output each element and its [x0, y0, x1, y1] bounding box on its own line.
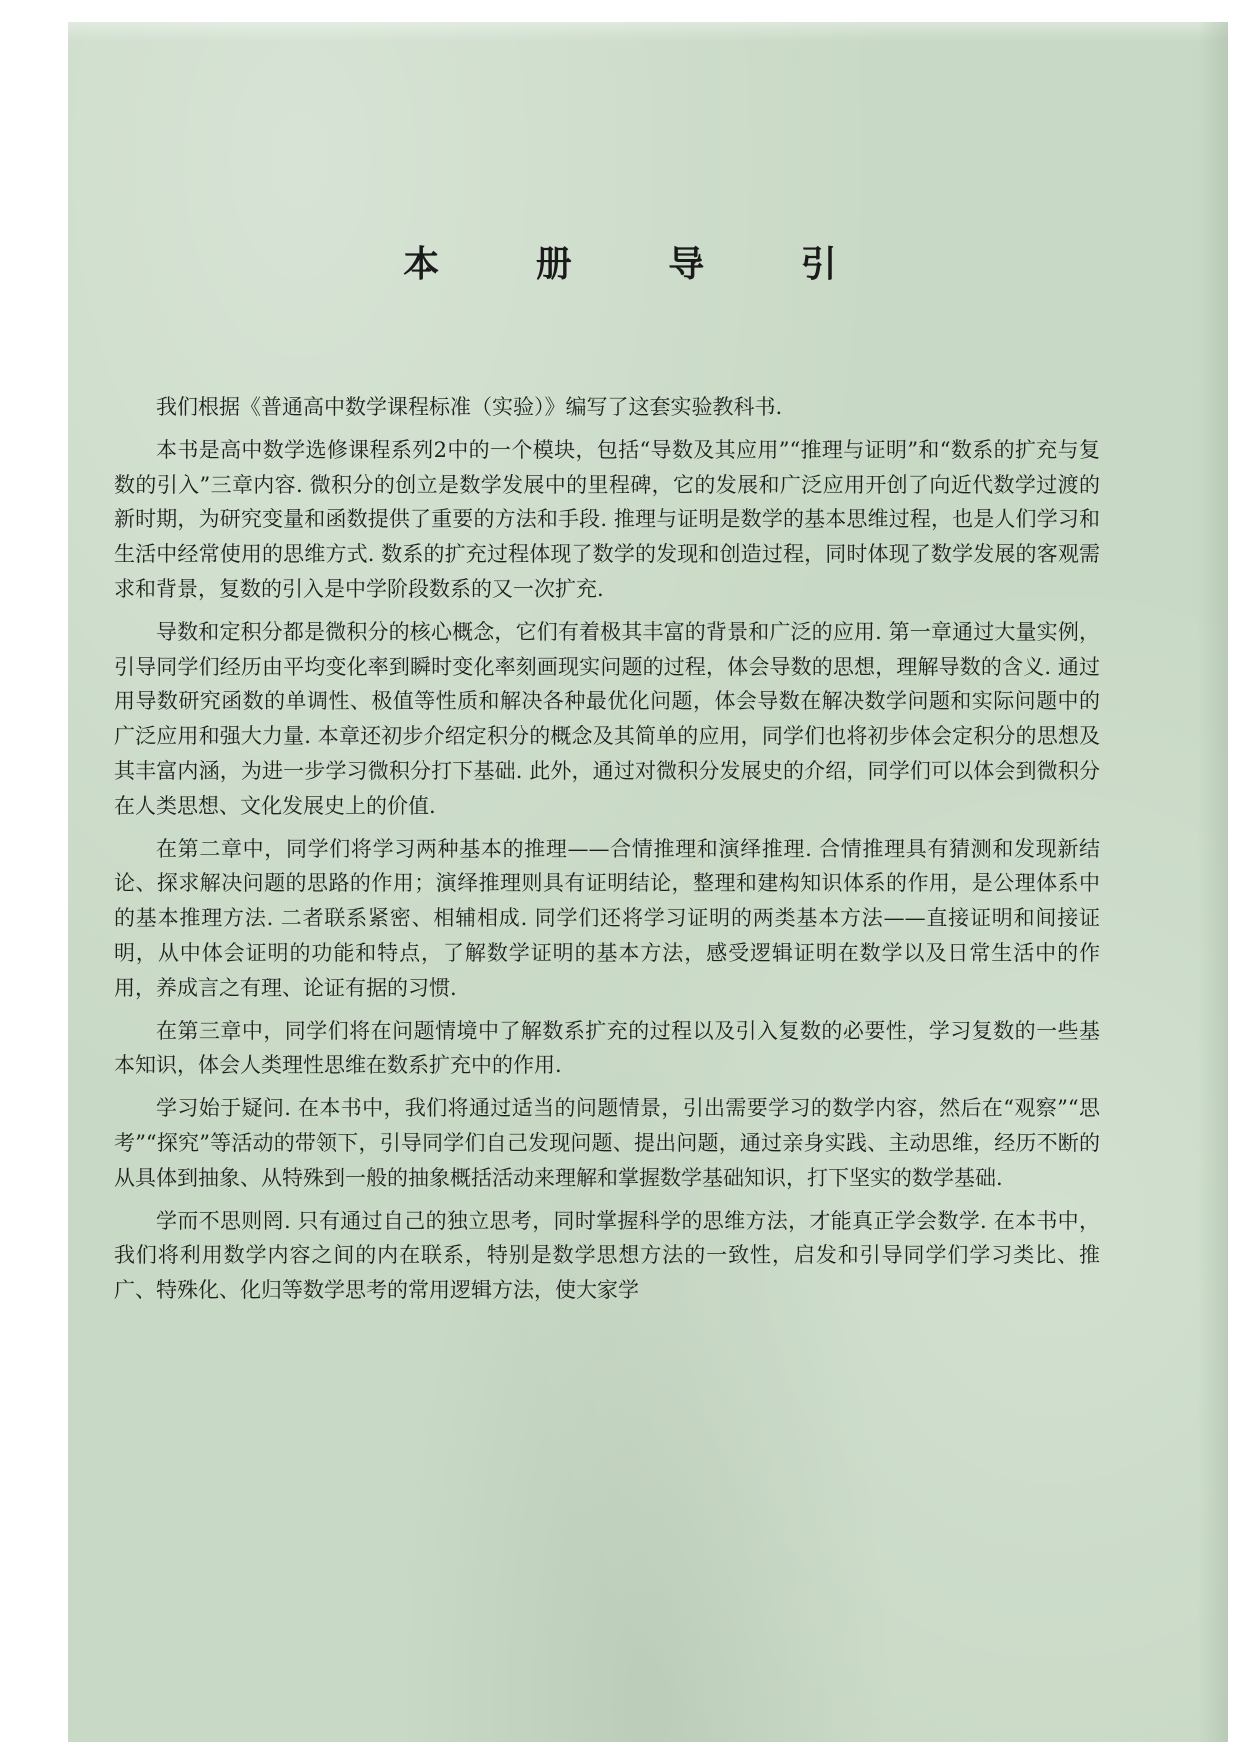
sheet-top-shade — [68, 22, 1228, 42]
paragraph-5: 在第三章中，同学们将在问题情境中了解数系扩充的过程以及引入复数的必要性，学习复数的一些基本知识，体会人类理性思维在数系扩充中的作用. — [114, 1018, 1100, 1078]
page-title: 本 册 导 引 — [403, 244, 879, 285]
paragraph-6: 学习始于疑问. 在本书中，我们将通过适当的问题情景，引出需要学习的数学内容，然后在“观察”“思考”“探究”等活动的带领下，引导同学们自己发现问题、提出问题，通过亲身实践、主动思维，经历不断的从具体到抽象、从特殊到一般的抽象概括活动来理解和掌握数学基础知识，打下坚实的数学基础. — [114, 1096, 1100, 1190]
paragraph-4: 在第二章中，同学们将学习两种基本的推理——合情推理和演绎推理. 合情推理具有猜测和发现新结论、探求解决问题的思路的作用；演绎推理则具有证明结论，整理和建构知识体系的作用，是公理体系中的基本推理方法. 二者联系紧密、相辅相成. 同学们还将学习证明的两类基本方法——直接证明和间接证明，从中体会证明的功能和特点，了解数学证明的基本方法，感受逻辑证明在数学以及日常生活中的作用，养成言之有理、论证有据的习惯. — [114, 836, 1100, 1000]
paragraph-1: 我们根据《普通高中数学课程标准（实验）》编写了这套实验教科书. — [156, 395, 783, 419]
paragraph-7: 学而不思则罔. 只有通过自己的独立思考，同时掌握科学的思维方法，才能真正学会数学. 在本书中，我们将利用数学内容之间的内在联系，特别是数学思想方法的一致性，启发和引导同学们学习类比、推广、特殊化、化归等数学思考的常用逻辑方法，使大家学 — [114, 1208, 1100, 1303]
body-text — [114, 390, 1100, 1308]
paragraph-2: 本书是高中数学选修课程系列2中的一个模块，包括“导数及其应用”“推理与证明”和“数系的扩充与复数的引入”三章内容. 微积分的创立是数学发展中的里程碑，它的发展和广泛应用开创了向近代数学过渡的新时期，为研究变量和函数提供了重要的方法和手段. 推理与证明是数学的基本思维过程，也是人们学习和生活中经常使用的思维方式. 数系的扩充过程体现了数学的发现和创造过程，同时体现了数学发展的客观需求和背景，复数的引入是中学阶段数系的又一次扩充. — [114, 437, 1100, 601]
paragraph-3: 导数和定积分都是微积分的核心概念，它们有着极其丰富的背景和广泛的应用. 第一章通过大量实例，引导同学们经历由平均变化率到瞬时变化率刻画现实问题的过程，体会导数的思想，理解导数的含义. 通过用导数研究函数的单调性、极值等性质和解决各种最优化问题，体会导数在解决数学问题和实际问题中的广泛应用和强大力量. 本章还初步介绍定积分的概念及其简单的应用，同学们也将初步体会定积分的思想及其丰富内涵，为进一步学习微积分打下基础. 此外，通过对微积分发展史的介绍，同学们可以体会到微积分在人类思想、文化发展史上的价值. — [114, 619, 1100, 818]
